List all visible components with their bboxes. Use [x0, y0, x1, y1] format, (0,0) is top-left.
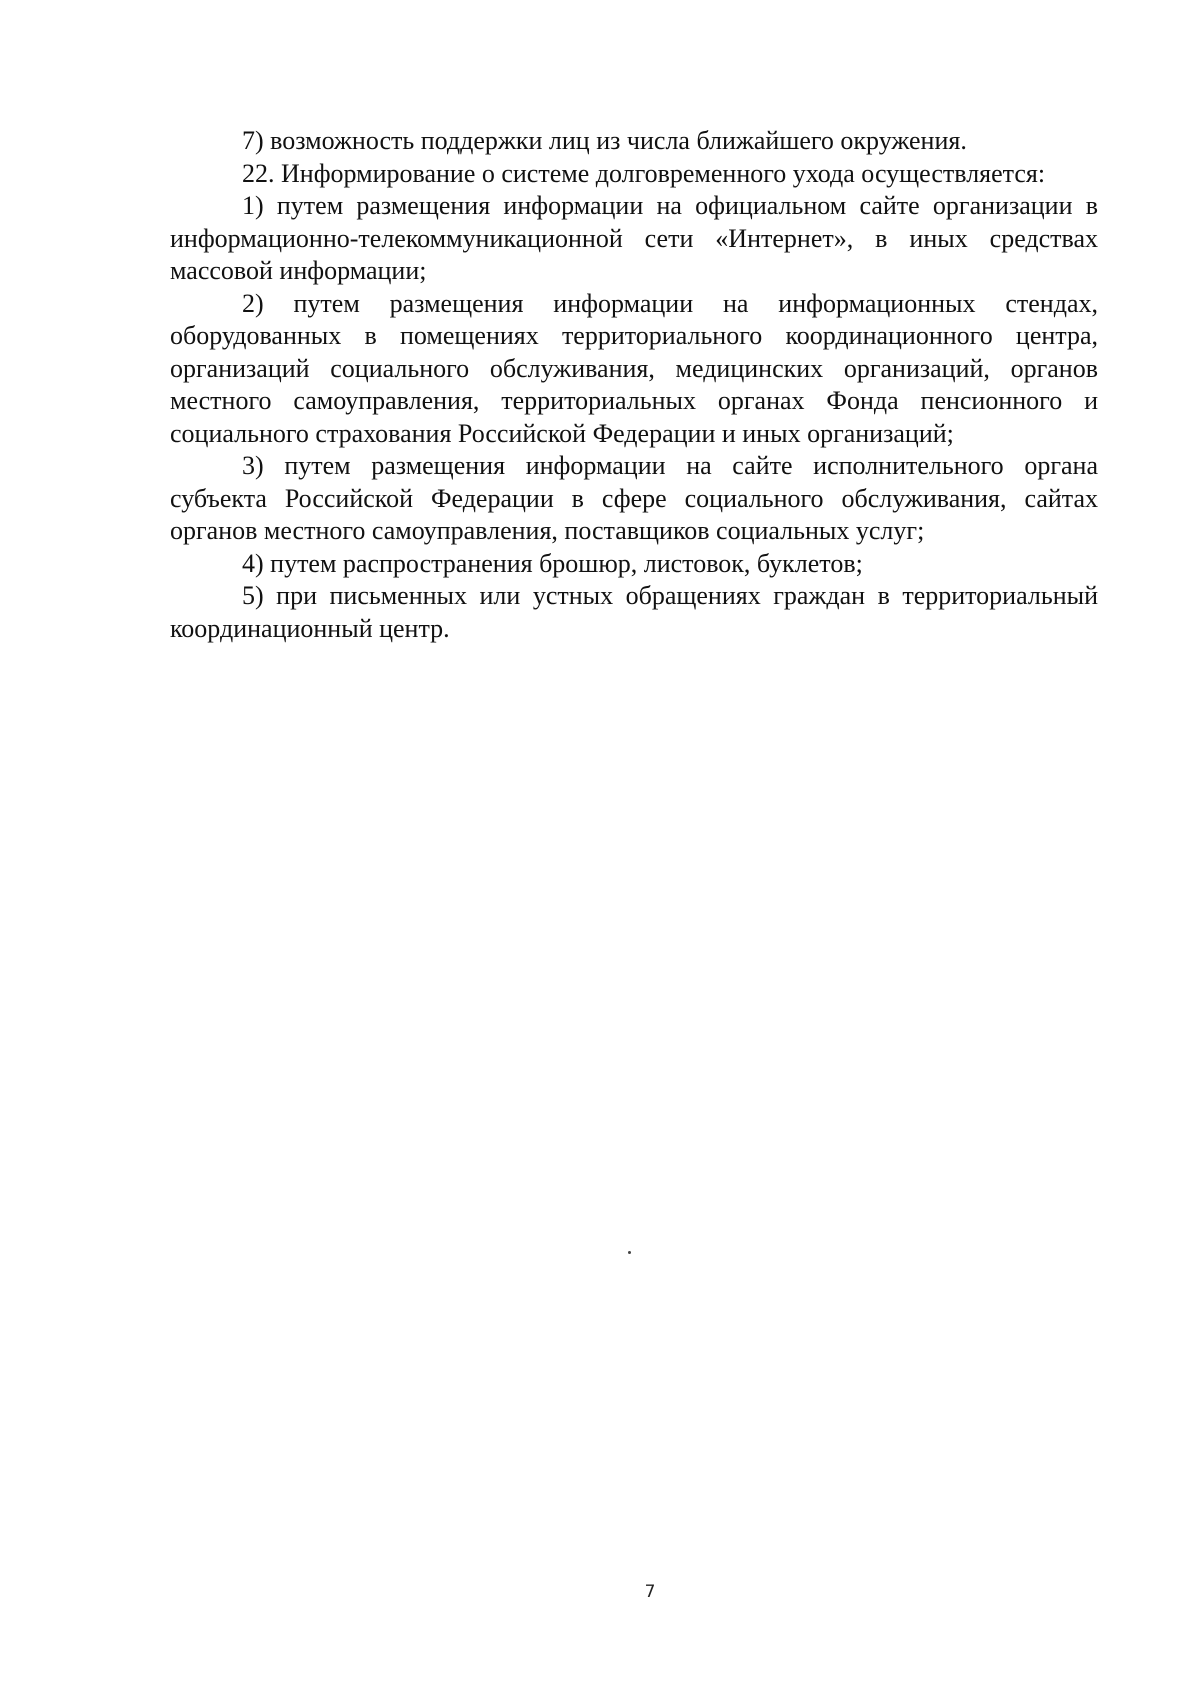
paragraph-item-2: 2) путем размещения информации на информационных стендах, оборудованных в помещениях территориального координационного центра, организаций социального обслуживания, медицинских организаций, органов местного самоуправления, территориальных органах Фонда пенсионного и социального страхования Российской Федерации и иных организаций;	[170, 288, 1098, 448]
paragraph-item-4: 4) путем распространения брошюр, листовок, буклетов;	[242, 548, 863, 578]
body-text	[170, 125, 1098, 645]
paragraph-item-5: 5) при письменных или устных обращениях граждан в территориальный координационный центр.	[170, 581, 1098, 643]
page-number: 7	[644, 1582, 656, 1602]
paragraph-item-1: 1) путем размещения информации на официальном сайте организации в информационно-телекоммуникационной сети «Интернет», в иных средствах массовой информации;	[170, 191, 1098, 285]
paragraph-item-7: 7) возможность поддержки лиц из числа ближайшего окружения.	[242, 126, 967, 155]
paragraph-section-22: 22. Информирование о системе долговременного ухода осуществляется:	[242, 158, 1046, 188]
paragraph-item-3: 3) путем размещения информации на сайте исполнительного органа субъекта Российской Федерации в сфере социального обслуживания, сайтах органов местного самоуправления, поставщиков социальных услуг;	[170, 451, 1098, 545]
scan-speck	[628, 1251, 631, 1254]
